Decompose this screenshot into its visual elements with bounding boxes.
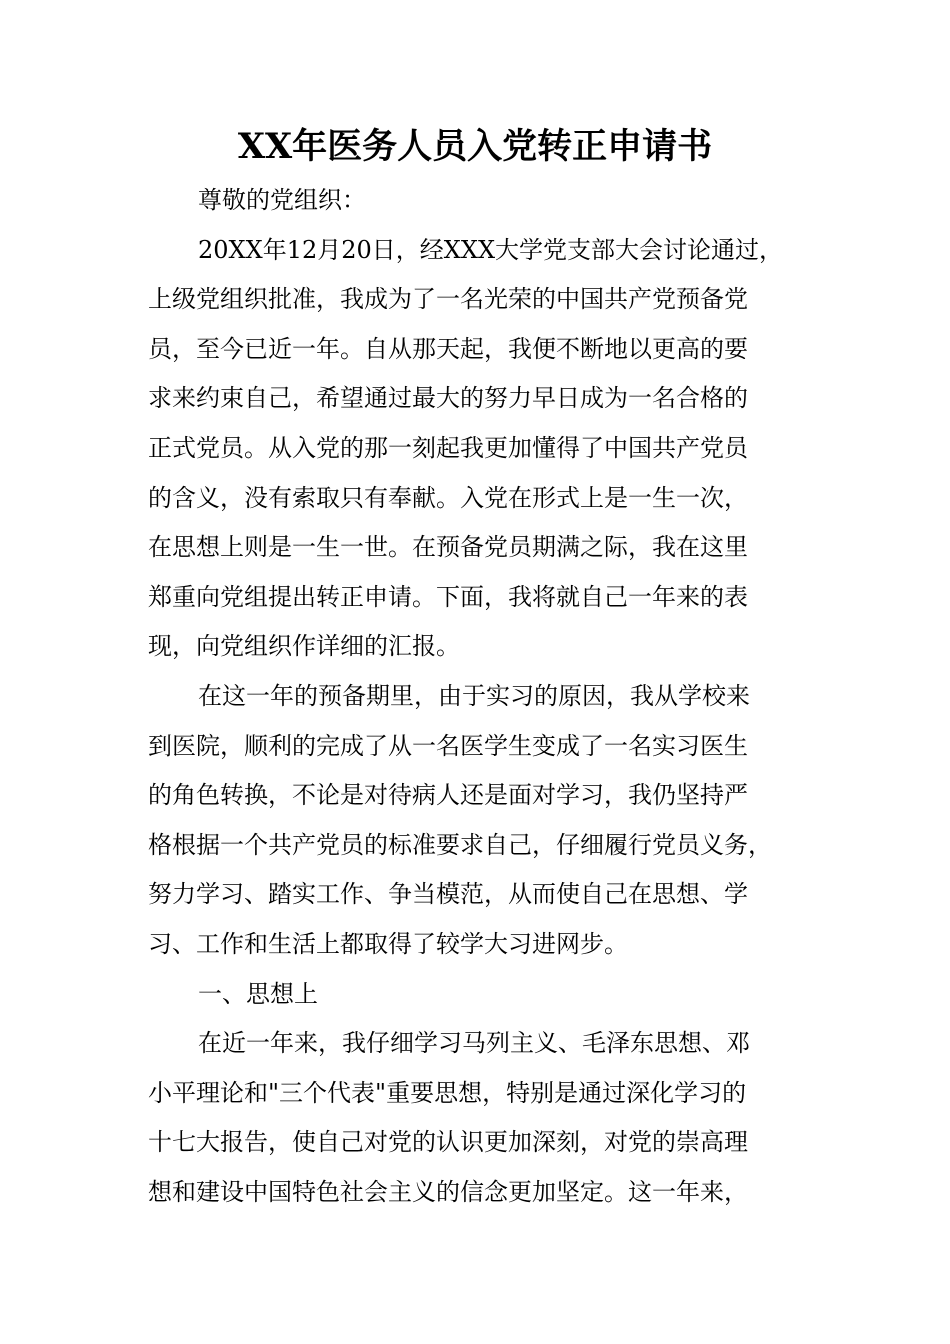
text-line: 郑重向党组提出转正申请。下面，我将就自己一年来的表 <box>148 582 748 611</box>
text-line: 正式党员。从入党的那一刻起我更加懂得了中国共产党员 <box>148 433 748 462</box>
text-line: 现，向党组织作详细的汇报。 <box>148 632 460 661</box>
text-line: 上级党组织批准，我成为了一名光荣的中国共产党预备党 <box>148 285 748 314</box>
text-line: 员，至今已近一年。自从那天起，我便不断地以更高的要 <box>148 334 748 363</box>
text-line: 到医院，顺利的完成了从一名医学生变成了一名实习医生 <box>148 731 748 760</box>
text-line: 十七大报告，使自己对党的认识更加深刻，对党的崇高理 <box>148 1128 748 1157</box>
text-line: 尊敬的党组织： <box>198 186 366 214</box>
text-line: 努力学习、踏实工作、争当模范，从而使自己在思想、学 <box>148 880 748 909</box>
text-line: 在思想上则是一生一世。在预备党员期满之际，我在这里 <box>148 533 748 562</box>
text-line: 格根据一个共产党员的标准要求自己，仔细履行党员义务， <box>148 830 772 859</box>
text-line: 小平理论和"三个代表"重要思想，特别是通过深化学习的 <box>148 1078 747 1107</box>
text-line: 想和建设中国特色社会主义的信念更加坚定。这一年来， <box>148 1177 748 1206</box>
text-line: 的角色转换，不论是对待病人还是面对学习，我仍坚持严 <box>148 781 748 810</box>
text-line: 习、工作和生活上都取得了较学大习进网步。 <box>148 929 628 958</box>
text-line: 在近一年来，我仔细学习马列主义、毛泽东思想、邓 <box>198 1029 750 1058</box>
text-line: 在这一年的预备期里，由于实习的原因，我从学校来 <box>198 681 750 710</box>
text-line: 求来约束自己，希望通过最大的努力早日成为一名合格的 <box>148 384 748 413</box>
text-line: 的含义，没有索取只有奉献。入党在形式上是一生一次， <box>148 483 748 512</box>
text-line: 一、思想上 <box>198 979 318 1008</box>
text-line: 20XX年12月20日，经XXX大学党支部大会讨论通过， <box>198 235 784 264</box>
document-title: XX年医务人员入党转正申请书 <box>237 126 713 167</box>
document-body <box>148 176 808 1217</box>
